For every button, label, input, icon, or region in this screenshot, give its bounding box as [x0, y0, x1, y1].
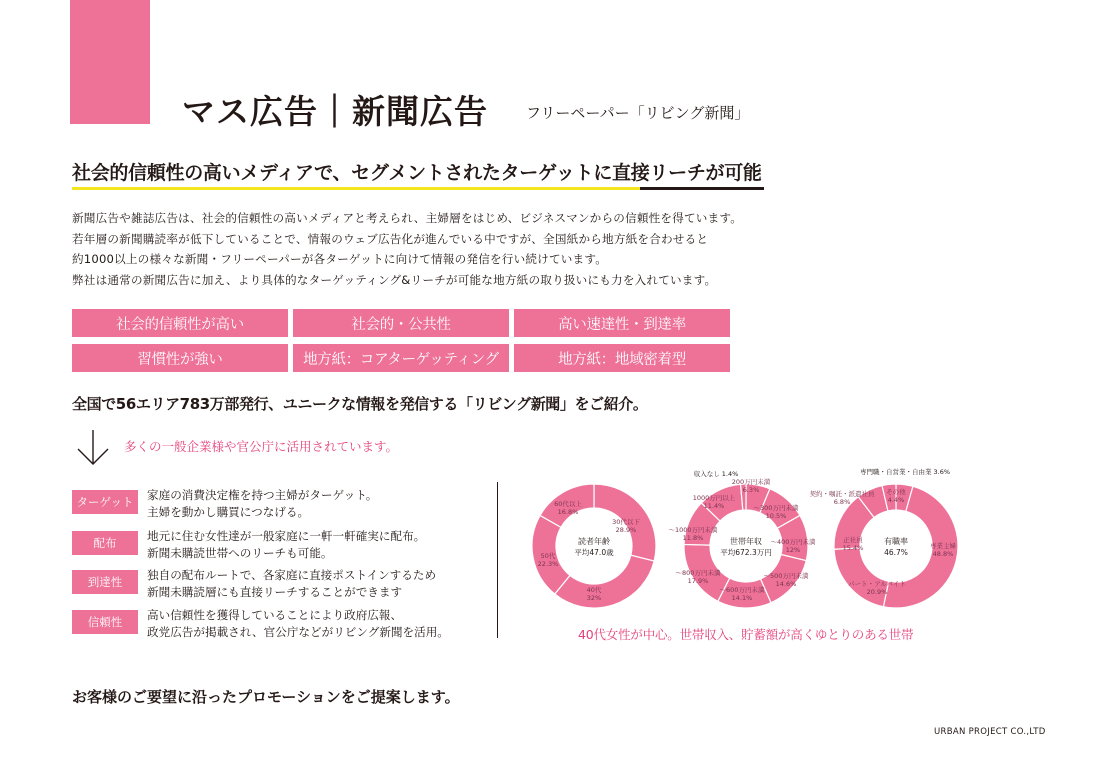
slice-value: 15.4% [842, 544, 864, 552]
slice-label: 専門職・自営業・自由業 3.6% [859, 468, 951, 476]
donut-center-value: 平均47.0歳 [574, 548, 614, 557]
slice-label: 契約・嘱託・派遣社員 [809, 490, 875, 498]
donut-slice [555, 555, 654, 608]
feature-badge: 配布 [72, 531, 138, 555]
slice-value: 11.4% [703, 502, 725, 510]
slice-label: ～500万円未満 [763, 572, 809, 580]
feature-line: 地元に住む女性達が一般家庭に一軒一軒確実に配布。 [147, 529, 426, 543]
slice-value: 11.8% [682, 534, 704, 542]
slice-label: ～600万円未満 [719, 586, 765, 594]
slice-value: 14.6% [775, 580, 797, 588]
body-line: 約1000以上の様々な新聞・フリーペーパーが各ターゲットに向けて情報の発信を行い続けています。 [72, 252, 608, 266]
used-by-text: 多くの一般企業様や官公庁に活用されています。 [124, 439, 399, 454]
slice-label: パート・アルバイト [848, 580, 906, 588]
slice-value: 32% [586, 594, 602, 602]
slice-label: 60代以上 [554, 500, 582, 508]
body-paragraph [72, 208, 742, 290]
slice-label: ～800万円未満 [675, 569, 721, 577]
feature-line: 高い信頼性を獲得していることにより政府広報、 [147, 608, 403, 622]
slice-value: 48.8% [932, 550, 954, 558]
chart-caption: 40代女性が中心。世帯収入、貯蓄額が高くゆとりのある世帯 [578, 627, 914, 642]
slice-label: ～300万円未満 [753, 504, 799, 512]
donut-charts [510, 462, 970, 622]
slice-label: ～1000万円未満 [668, 526, 718, 534]
slice-label: その他 [886, 488, 906, 496]
slice-value: 17.9% [687, 577, 709, 585]
intro-text: 全国で56エリア783万部発行、ユニークな情報を発信する「リビング新聞」をご紹介。 [72, 395, 648, 413]
feature-tag: 習慣性が強い [72, 344, 288, 372]
body-line: 若年層の新聞購読率が低下していることで、情報のウェブ広告化が進んでいる中ですが、全国紙から地方紙を合わせると [72, 231, 709, 246]
slice-value: 20.9% [866, 588, 888, 596]
feature-line: 主婦を動かし購買につなげる。 [147, 505, 310, 519]
slice-value: 28.9% [615, 526, 637, 534]
slice-value: 22.3% [537, 560, 559, 568]
donut-center-value: 46.7% [884, 548, 908, 557]
closing-text: お客様のご要望に沿ったプロモーションをご提案します。 [72, 688, 460, 706]
arrow-down-icon [76, 428, 110, 468]
slice-value: 16.8% [557, 508, 579, 516]
feature-tag: 地方紙：地域密着型 [514, 344, 730, 372]
donut-center-value: 平均672.3万円 [720, 548, 772, 557]
feature-line: 独自の配布ルートで、各家庭に直接ポストインするため [147, 568, 437, 582]
slice-label: 正社員 [843, 536, 863, 544]
donut-center-title: 有職率 [884, 537, 908, 546]
feature-description [147, 487, 377, 521]
slice-value: 12% [785, 546, 801, 554]
feature-line: 新聞未購読世帯へのリーチも可能。 [147, 546, 333, 560]
feature-line: 新聞未購読層にも直接リーチすることができます [147, 585, 403, 599]
slice-value: 10.5% [765, 512, 787, 520]
feature-line: 家庭の消費決定権を持つ主婦がターゲット。 [147, 488, 378, 502]
donut-center-title: 読者年齢 [578, 537, 610, 546]
vertical-divider [497, 482, 498, 638]
page-subtitle: フリーペーパー「リビング新聞」 [526, 104, 750, 122]
decorative-pink-block [70, 0, 150, 124]
donut-center-title: 世帯年収 [730, 537, 762, 546]
feature-badge: 到達性 [72, 570, 138, 594]
feature-badge: ターゲット [72, 490, 138, 514]
page-title: マス広告｜新聞広告 [182, 92, 488, 131]
slice-label: 40代 [586, 586, 602, 594]
slice-value: 4.4% [887, 496, 905, 504]
feature-tag: 高い速達性・到達率 [514, 309, 730, 337]
body-line: 弊社は通常の新聞広告に加え、より具体的なターゲッティング&リーチが可能な地方紙の取り扱いにも力を入れています。 [72, 272, 717, 287]
slice-label: 30代以下 [612, 518, 640, 526]
slice-value: 6.8% [833, 498, 851, 506]
donut-slice [834, 548, 889, 607]
feature-tag: 社会的信頼性が高い [72, 309, 288, 337]
slice-value: 14.1% [731, 594, 753, 602]
company-name: URBAN PROJECT CO.,LTD [934, 727, 1046, 737]
feature-description [147, 567, 436, 601]
headline: 社会的信頼性の高いメディアで、セグメントされたターゲットに直接リーチが可能 [72, 162, 762, 184]
slice-label: 200万円未満 [731, 478, 771, 486]
feature-tag: 社会的・公共性 [293, 309, 509, 337]
slice-label: 収入なし 1.4% [693, 470, 739, 478]
slice-value: 6.3% [742, 486, 760, 494]
feature-line: 政党広告が掲載され、官公庁などがリビング新聞を活用。 [147, 625, 449, 639]
feature-tag: 地方紙：コアターゲッティング [293, 344, 509, 372]
slice-label: 1000万円以上 [692, 494, 736, 502]
slice-label: 50代 [540, 552, 556, 560]
slice-label: ～400万円未満 [770, 538, 816, 546]
feature-description [147, 607, 449, 641]
headline-underline [72, 187, 764, 190]
body-line: 新聞広告や雑誌広告は、社会的信頼性の高いメディアと考えられ、主婦層をはじめ、ビジネスマンからの信頼性を得ています。 [72, 211, 743, 225]
slice-label: 専業主婦 [930, 542, 956, 550]
feature-badge: 信頼性 [72, 610, 138, 634]
feature-description [147, 528, 425, 562]
